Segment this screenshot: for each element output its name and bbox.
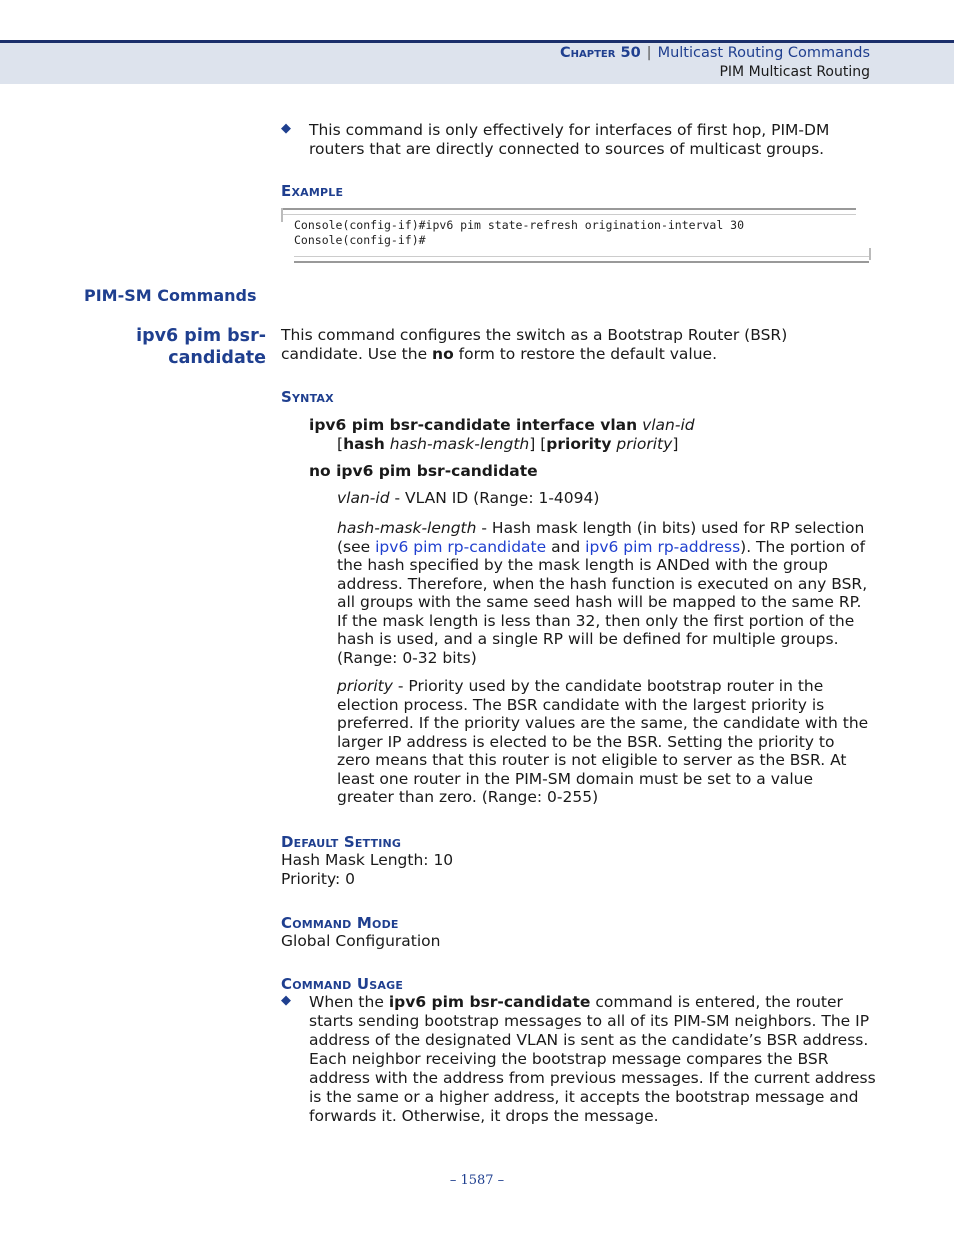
chapter-label: Chapter 50 [560,45,641,61]
desc-no-keyword: no [432,345,454,363]
param-vlan-id [337,489,871,508]
code-line: Console(config-if)# [294,233,426,247]
param-term: hash-mask-length [337,519,477,537]
param-text: - VLAN ID (Range: 1-4094) [389,489,600,507]
param-term: priority [337,677,393,695]
default-priority: Priority: 0 [281,870,356,888]
diamond-bullet-icon: ◆ [281,121,291,136]
header-chapter-line [560,45,870,61]
desc-text-end: form to restore the default value. [453,345,718,363]
code-frame-right [866,248,871,260]
intro-bullet [281,121,881,159]
usage-command-keyword: ipv6 pim bsr-candidate [388,993,591,1011]
code-line: Console(config-if)#ipv6 pim state-refresh origination-interval 30 [294,218,745,232]
syntax-hash-arg: hash-mask-length [389,435,530,453]
syntax-hash-keyword: hash [343,435,385,453]
usage-text: When the [309,993,389,1011]
syntax-cmd2-keywords: no ipv6 pim bsr-candidate [309,462,538,480]
link-ipv6-pim-rp-candidate[interactable]: ipv6 pim rp-candidate [375,537,547,556]
diamond-bullet-icon: ◆ [281,993,291,1008]
param-hash-mask-length [337,519,871,667]
command-title-line2: candidate [168,348,266,368]
intro-bullet-text: This command is only effectively for interfaces of first hop, PIM-DM routers that are directly connected to sources of multicast groups. [309,121,830,158]
param-term: vlan-id [337,489,390,507]
default-setting-values [281,851,871,889]
syntax-cmd1-vlan-arg: vlan-id [642,416,695,434]
usage-bullet [281,993,881,1126]
param-text: and [546,537,586,556]
command-mode-value: Global Configuration [281,932,441,950]
command-mode-heading: Command Mode [281,914,399,932]
syntax-heading: Syntax [281,388,334,406]
default-hash-mask: Hash Mask Length: 10 [281,851,454,869]
chapter-title: Multicast Routing Commands [657,45,870,61]
code-frame-left [281,208,286,222]
param-priority [337,677,871,807]
header-separator: | [646,45,652,61]
code-frame-bottom [294,256,869,263]
syntax-priority-keyword: priority [546,435,612,453]
link-ipv6-pim-rp-address[interactable]: ipv6 pim rp-address [585,537,741,556]
command-usage-heading: Command Usage [281,975,404,993]
code-frame-top [281,208,856,215]
code-example [281,208,870,262]
desc-text: This command configures the switch as a Bootstrap Router (BSR) candidate. Use the [281,326,788,363]
param-text: - Hash mask length (in bits) used for RP selection (see [337,519,865,556]
code-text [294,218,744,248]
usage-text-end: command is entered, the router starts sending bootstrap messages to all of its PIM-SM neighbors. The IP address of the designated VLAN is sent as the candidate’s BSR address. Each neighbor receiving the bootstrap message compares the BSR address with the address from previous messages. If the current address is the same or a higher address, it accepts the bootstrap message and forwards it. Otherwise, it drops the message. [309,993,876,1125]
syntax-cmd1-keywords: ipv6 pim bsr-candidate interface vlan [309,416,638,434]
default-setting-heading: Default Setting [281,833,402,851]
syntax-priority-arg: priority [616,435,673,453]
page-number: – 1587 – [449,1173,505,1188]
syntax-command-1 [309,416,869,454]
param-text: - Priority used by the candidate bootstrap router in the election process. The BSR candidate with the largest priority is preferred. If the priority values are the same, the candidate with the larger IP address is elected to be the BSR. Setting the priority to zero means that this router is not eligible to server as the BSR. At least one router in the PIM-SM domain must be set to a value greater than zero. (Range: 0-255) [337,677,869,806]
syntax-command-2 [309,462,869,481]
param-text: ). The portion of the hash specified by the mask length is ANDed with the group address. Therefore, when the hash function is executed on any BSR, all groups with the same seed hash will be mapped to the same RP. If the mask length is less than 32, then only the first portion of the hash is used, and a single RP will be defined for multiple groups. (Range: 0-32 bits) [337,537,868,667]
syntax-cmd1-options: [hash hash-mask-length] [priority priority] [337,435,679,453]
section-heading-pim-sm: PIM-SM Commands [84,286,257,305]
command-title-line1: ipv6 pim bsr- [136,326,266,346]
example-heading: Example [281,182,344,200]
command-description [281,326,871,364]
page-header [0,43,954,84]
command-title [136,325,266,369]
usage-bullet-text [309,993,881,1126]
header-section: PIM Multicast Routing [719,64,870,80]
